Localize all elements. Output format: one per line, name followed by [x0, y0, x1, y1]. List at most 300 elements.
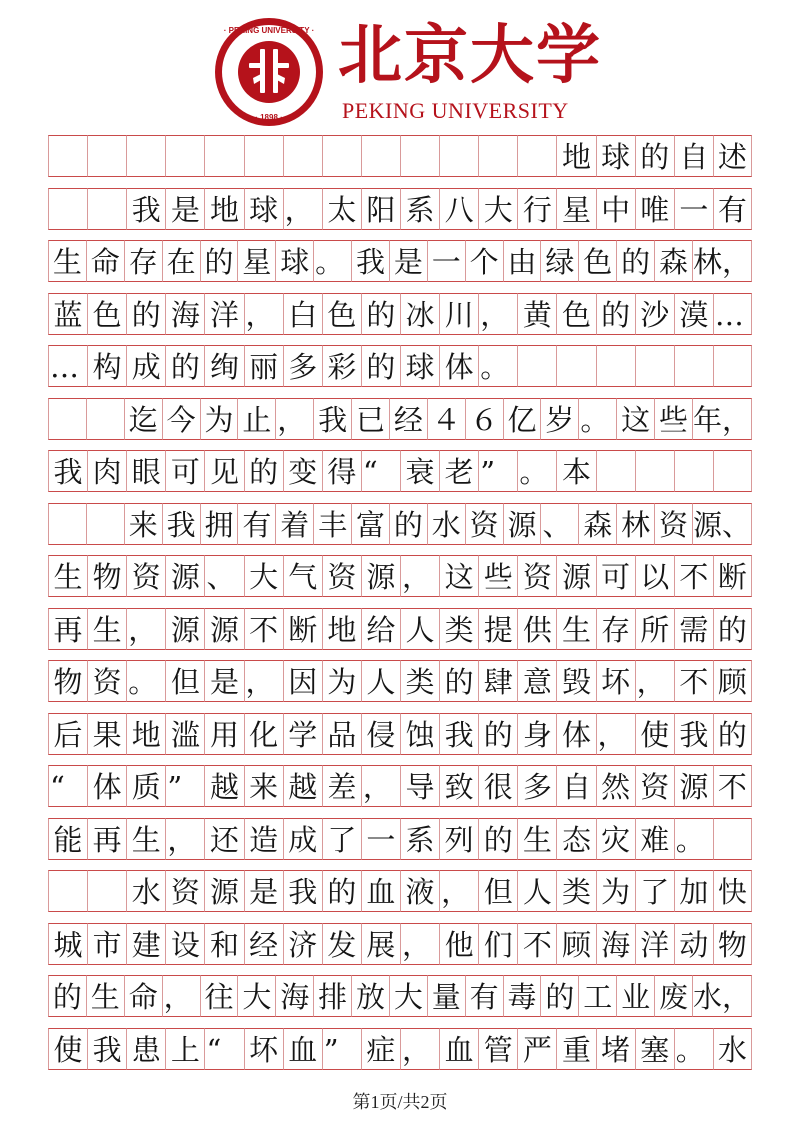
grid-cell: 。	[313, 240, 351, 282]
grid-cell: ”	[478, 450, 517, 492]
grid-cell: 液	[400, 870, 439, 912]
grid-cell: 不	[674, 555, 713, 597]
grid-cell: 源	[361, 555, 400, 597]
grid-cell	[400, 135, 439, 177]
grid-cell: 系	[400, 818, 439, 860]
grid-cell: 不	[713, 765, 752, 807]
grid-cell: 侵	[361, 713, 400, 755]
grid-cell: 发	[322, 923, 361, 965]
grid-row	[48, 188, 752, 230]
grid-cell: 越	[283, 765, 322, 807]
grid-cell: 化	[244, 713, 283, 755]
grid-cell	[439, 135, 478, 177]
grid-cell: 个	[465, 240, 503, 282]
grid-cell: 我	[126, 188, 165, 230]
grid-cell: 量	[427, 975, 465, 1017]
grid-cell	[87, 188, 126, 230]
grid-cell: 人	[517, 870, 556, 912]
grid-cell: 着	[275, 503, 313, 545]
grid-cell: 资	[635, 765, 674, 807]
grid-cell: ，	[635, 660, 674, 702]
grid-cell	[674, 450, 713, 492]
grid-cell: 林，	[692, 240, 752, 282]
grid-cell: 大	[478, 188, 517, 230]
grid-cell: 见	[204, 450, 243, 492]
grid-cell: 些	[478, 555, 517, 597]
grid-cell: 已	[351, 398, 389, 440]
grid-cell: 放	[351, 975, 389, 1017]
grid-cell: 多	[517, 765, 556, 807]
grid-cell: 球	[400, 345, 439, 387]
grid-cell: 。	[578, 398, 616, 440]
grid-cell	[87, 135, 126, 177]
grid-cell: 坏	[596, 660, 635, 702]
grid-cell: 物	[713, 923, 752, 965]
grid-cell: 导	[400, 765, 439, 807]
grid-cell: ６	[465, 398, 503, 440]
grid-cell: 生	[87, 608, 126, 650]
grid-cell: 学	[283, 713, 322, 755]
grid-cell: 我	[162, 503, 200, 545]
grid-cell: 快	[713, 870, 752, 912]
grid-cell: 但	[478, 870, 517, 912]
grid-cell: 唯	[635, 188, 674, 230]
grid-cell: 使	[48, 1028, 87, 1070]
grid-cell: 们	[478, 923, 517, 965]
grid-row	[48, 608, 752, 650]
grid-cell: 洋	[635, 923, 674, 965]
grid-cell: 业	[616, 975, 654, 1017]
grid-cell: 我	[351, 240, 389, 282]
grid-cell: 列	[439, 818, 478, 860]
grid-cell: 些	[654, 398, 692, 440]
grid-cell: 漠	[674, 293, 713, 335]
grid-cell: ，	[596, 713, 635, 755]
grid-cell: 地	[204, 188, 243, 230]
grid-cell: 自	[674, 135, 713, 177]
grid-cell: 堵	[596, 1028, 635, 1070]
grid-cell: 济	[283, 923, 322, 965]
grid-cell: 我	[87, 1028, 126, 1070]
grid-cell: 的	[165, 345, 204, 387]
grid-cell: 使	[635, 713, 674, 755]
grid-cell: 自	[556, 765, 595, 807]
grid-cell: 人	[400, 608, 439, 650]
grid-cell: 地	[322, 608, 361, 650]
grid-row	[48, 398, 752, 440]
grid-row	[48, 240, 752, 282]
grid-cell: 拥	[200, 503, 238, 545]
grid-cell: 蚀	[400, 713, 439, 755]
grid-cell: 的	[48, 975, 86, 1017]
grid-cell: …	[48, 345, 87, 387]
grid-cell: 岁	[540, 398, 578, 440]
grid-cell: 经	[244, 923, 283, 965]
grid-cell: 海	[275, 975, 313, 1017]
grid-cell: ４	[427, 398, 465, 440]
grid-cell: 有	[713, 188, 752, 230]
grid-cell	[204, 135, 243, 177]
grid-cell: 体	[439, 345, 478, 387]
grid-cell	[322, 135, 361, 177]
grid-cell: 供	[517, 608, 556, 650]
grid-cell: 白	[283, 293, 322, 335]
grid-cell: ，	[126, 608, 165, 650]
grid-cell: 患	[126, 1028, 165, 1070]
grid-cell: 还	[204, 818, 243, 860]
grid-cell: ，	[275, 398, 313, 440]
grid-cell: 水	[427, 503, 465, 545]
grid-cell: 我	[283, 870, 322, 912]
grid-cell: 的	[389, 503, 427, 545]
grid-cell: 的	[713, 713, 752, 755]
grid-cell: ，	[439, 870, 478, 912]
grid-cell: 源	[204, 608, 243, 650]
grid-cell: 富	[351, 503, 389, 545]
grid-cell: 源	[204, 870, 243, 912]
grid-cell: 源	[674, 765, 713, 807]
grid-cell: 经	[389, 398, 427, 440]
grid-cell: 血	[361, 870, 400, 912]
grid-cell: 来	[244, 765, 283, 807]
grid-cell: 资	[87, 660, 126, 702]
grid-row	[48, 450, 752, 492]
grid-cell	[478, 135, 517, 177]
grid-cell: 但	[165, 660, 204, 702]
grid-row	[48, 135, 752, 177]
grid-cell: 动	[674, 923, 713, 965]
grid-cell: 毁	[556, 660, 595, 702]
svg-text:· PEKING UNIVERSITY ·: · PEKING UNIVERSITY ·	[223, 26, 315, 35]
grid-cell	[596, 450, 635, 492]
grid-cell: 的	[126, 293, 165, 335]
grid-cell: 构	[87, 345, 126, 387]
university-name-chinese: 北京大学	[338, 18, 602, 93]
grid-cell: ，	[400, 1028, 439, 1070]
grid-cell: 难	[635, 818, 674, 860]
grid-cell: 球	[244, 188, 283, 230]
grid-cell	[361, 135, 400, 177]
grid-cell: 品	[322, 713, 361, 755]
grid-cell: 系	[400, 188, 439, 230]
grid-cell: 在	[162, 240, 200, 282]
grid-cell: 人	[361, 660, 400, 702]
grid-cell: ，	[400, 555, 439, 597]
grid-cell: 。	[126, 660, 165, 702]
grid-cell: ”	[322, 1028, 361, 1070]
grid-cell: 可	[165, 450, 204, 492]
grid-cell: 滥	[165, 713, 204, 755]
grid-cell: 球	[596, 135, 635, 177]
grid-cell: 亿	[503, 398, 541, 440]
grid-cell: 的	[478, 713, 517, 755]
grid-cell: 资	[126, 555, 165, 597]
grid-cell: 类	[400, 660, 439, 702]
grid-cell: 洋	[204, 293, 243, 335]
grid-cell	[635, 450, 674, 492]
grid-cell: 由	[503, 240, 541, 282]
page-header	[0, 0, 800, 132]
grid-cell: 本	[556, 450, 595, 492]
grid-cell: 森	[578, 503, 616, 545]
grid-cell	[244, 135, 283, 177]
grid-cell: 的	[713, 608, 752, 650]
grid-cell: 有	[237, 503, 275, 545]
grid-cell: 的	[244, 450, 283, 492]
grid-cell: 、	[540, 503, 578, 545]
grid-cell: 是	[244, 870, 283, 912]
grid-cell: 阳	[361, 188, 400, 230]
grid-cell: 一	[361, 818, 400, 860]
grid-cell: 海	[596, 923, 635, 965]
grid-cell: 毒	[503, 975, 541, 1017]
grid-cell: ，	[165, 818, 204, 860]
grid-cell: 用	[204, 713, 243, 755]
grid-cell: 我	[439, 713, 478, 755]
grid-row	[48, 870, 752, 912]
grid-cell: 越	[204, 765, 243, 807]
grid-cell	[48, 135, 87, 177]
grid-cell: ，	[283, 188, 322, 230]
grid-cell: 中	[596, 188, 635, 230]
grid-cell: 给	[361, 608, 400, 650]
grid-cell: 的	[540, 975, 578, 1017]
grid-cell: 林	[616, 503, 654, 545]
grid-row	[48, 503, 752, 545]
grid-cell: 。	[674, 818, 713, 860]
grid-cell: 的	[596, 293, 635, 335]
grid-cell: 体	[87, 765, 126, 807]
grid-cell: 水	[126, 870, 165, 912]
grid-cell: 再	[48, 608, 87, 650]
grid-row	[48, 975, 752, 1017]
grid-cell: 严	[517, 1028, 556, 1070]
grid-cell: 坏	[244, 1028, 283, 1070]
grid-cell: 这	[616, 398, 654, 440]
grid-cell: 得	[322, 450, 361, 492]
grid-cell: 源	[165, 608, 204, 650]
grid-cell: 果	[87, 713, 126, 755]
grid-cell: 地	[556, 135, 595, 177]
grid-cell: 生	[48, 240, 86, 282]
grid-cell: 是	[165, 188, 204, 230]
grid-cell: 以	[635, 555, 674, 597]
grid-cell: 多	[283, 345, 322, 387]
grid-cell: 血	[283, 1028, 322, 1070]
grid-cell: 。	[517, 450, 556, 492]
grid-cell: “	[48, 765, 87, 807]
grid-cell: 因	[283, 660, 322, 702]
grid-cell: 沙	[635, 293, 674, 335]
grid-cell: ，	[162, 975, 200, 1017]
grid-row	[48, 1028, 752, 1070]
grid-cell: 星	[237, 240, 275, 282]
grid-cell: 年，	[692, 398, 752, 440]
grid-cell: 肉	[87, 450, 126, 492]
grid-cell: 资	[322, 555, 361, 597]
grid-cell: 灾	[596, 818, 635, 860]
grid-cell: 往	[200, 975, 238, 1017]
grid-cell: 存	[596, 608, 635, 650]
grid-cell: 绿	[540, 240, 578, 282]
grid-cell: 的	[361, 293, 400, 335]
grid-cell: 重	[556, 1028, 595, 1070]
grid-cell	[517, 135, 556, 177]
grid-cell: 丽	[244, 345, 283, 387]
grid-cell	[165, 135, 204, 177]
grid-cell: 工	[578, 975, 616, 1017]
grid-cell: 命	[124, 975, 162, 1017]
grid-cell	[86, 398, 124, 440]
grid-cell: 行	[517, 188, 556, 230]
grid-cell: 不	[244, 608, 283, 650]
grid-cell: 类	[439, 608, 478, 650]
grid-cell: 大	[244, 555, 283, 597]
grid-cell	[517, 345, 556, 387]
grid-cell: 地	[126, 713, 165, 755]
composition-grid-paper	[48, 135, 752, 1080]
grid-cell: 一	[427, 240, 465, 282]
grid-cell: …	[713, 293, 752, 335]
grid-cell	[556, 345, 595, 387]
grid-cell: 他	[439, 923, 478, 965]
grid-cell: 排	[313, 975, 351, 1017]
grid-cell: ，	[244, 660, 283, 702]
grid-cell: 、	[204, 555, 243, 597]
grid-cell: 的	[322, 870, 361, 912]
grid-cell: ，	[361, 765, 400, 807]
grid-cell	[48, 503, 86, 545]
grid-cell: 迄	[124, 398, 162, 440]
grid-cell: 大	[389, 975, 427, 1017]
grid-cell: 能	[48, 818, 87, 860]
grid-cell: 血	[439, 1028, 478, 1070]
grid-cell: 绚	[204, 345, 243, 387]
grid-cell: 肆	[478, 660, 517, 702]
grid-cell: 球	[275, 240, 313, 282]
grid-cell	[283, 135, 322, 177]
grid-cell	[126, 135, 165, 177]
grid-cell: 源	[556, 555, 595, 597]
grid-cell: 的	[439, 660, 478, 702]
grid-cell: 身	[517, 713, 556, 755]
grid-cell: 意	[517, 660, 556, 702]
grid-cell: 资	[165, 870, 204, 912]
grid-cell: 一	[674, 188, 713, 230]
grid-cell: 述	[713, 135, 752, 177]
grid-cell: 色	[87, 293, 126, 335]
grid-cell: 可	[596, 555, 635, 597]
grid-cell	[635, 345, 674, 387]
grid-cell: “	[204, 1028, 243, 1070]
grid-cell: 有	[465, 975, 503, 1017]
grid-cell: 。	[478, 345, 517, 387]
grid-cell: 水	[713, 1028, 752, 1070]
grid-cell: 星	[556, 188, 595, 230]
grid-cell: 生	[48, 555, 87, 597]
grid-cell: 断	[283, 608, 322, 650]
grid-cell: 气	[283, 555, 322, 597]
grid-cell: 生	[126, 818, 165, 860]
grid-cell: 这	[439, 555, 478, 597]
grid-cell: 致	[439, 765, 478, 807]
grid-cell: 物	[87, 555, 126, 597]
grid-cell: 老	[439, 450, 478, 492]
grid-row	[48, 818, 752, 860]
grid-cell: ，	[478, 293, 517, 335]
grid-cell: ”	[165, 765, 204, 807]
grid-cell: 造	[244, 818, 283, 860]
grid-cell: 了	[635, 870, 674, 912]
grid-cell: 不	[674, 660, 713, 702]
grid-cell: 顾	[556, 923, 595, 965]
grid-cell: 加	[674, 870, 713, 912]
grid-cell: 的	[200, 240, 238, 282]
grid-cell: 冰	[400, 293, 439, 335]
grid-cell	[713, 345, 752, 387]
grid-cell: 我	[313, 398, 351, 440]
grid-row	[48, 555, 752, 597]
grid-cell: 了	[322, 818, 361, 860]
grid-cell: 再	[87, 818, 126, 860]
grid-cell: 为	[322, 660, 361, 702]
grid-cell: 太	[322, 188, 361, 230]
grid-cell	[674, 345, 713, 387]
grid-cell	[86, 503, 124, 545]
grid-cell: 大	[237, 975, 275, 1017]
grid-cell: 色	[322, 293, 361, 335]
grid-cell	[48, 870, 87, 912]
grid-cell: 市	[87, 923, 126, 965]
grid-cell: 变	[283, 450, 322, 492]
grid-cell: 成	[126, 345, 165, 387]
peking-university-seal-icon	[213, 16, 325, 128]
grid-cell: 需	[674, 608, 713, 650]
grid-cell: “	[361, 450, 400, 492]
grid-cell: 的	[635, 135, 674, 177]
grid-cell: 体	[556, 713, 595, 755]
grid-cell: 命	[86, 240, 124, 282]
grid-cell: 彩	[322, 345, 361, 387]
grid-row	[48, 293, 752, 335]
page-number: 第1页/共2页	[352, 1092, 448, 1112]
grid-cell	[48, 188, 87, 230]
grid-cell: 废	[654, 975, 692, 1017]
grid-cell: 设	[165, 923, 204, 965]
grid-cell: 是	[204, 660, 243, 702]
grid-cell: 。	[674, 1028, 713, 1070]
grid-cell: 上	[165, 1028, 204, 1070]
grid-cell: 来	[124, 503, 162, 545]
grid-cell: 不	[517, 923, 556, 965]
grid-cell	[48, 398, 86, 440]
grid-cell: 生	[517, 818, 556, 860]
grid-cell: 源	[165, 555, 204, 597]
grid-cell: 建	[126, 923, 165, 965]
grid-cell: 资	[654, 503, 692, 545]
grid-cell: 塞	[635, 1028, 674, 1070]
grid-cell: 八	[439, 188, 478, 230]
grid-cell: 管	[478, 1028, 517, 1070]
grid-cell: 和	[204, 923, 243, 965]
grid-cell: 的	[616, 240, 654, 282]
grid-cell: 很	[478, 765, 517, 807]
grid-cell: 海	[165, 293, 204, 335]
grid-cell	[87, 870, 126, 912]
grid-cell: 资	[517, 555, 556, 597]
university-name-english: PEKING UNIVERSITY	[342, 98, 569, 123]
grid-cell: 的	[478, 818, 517, 860]
